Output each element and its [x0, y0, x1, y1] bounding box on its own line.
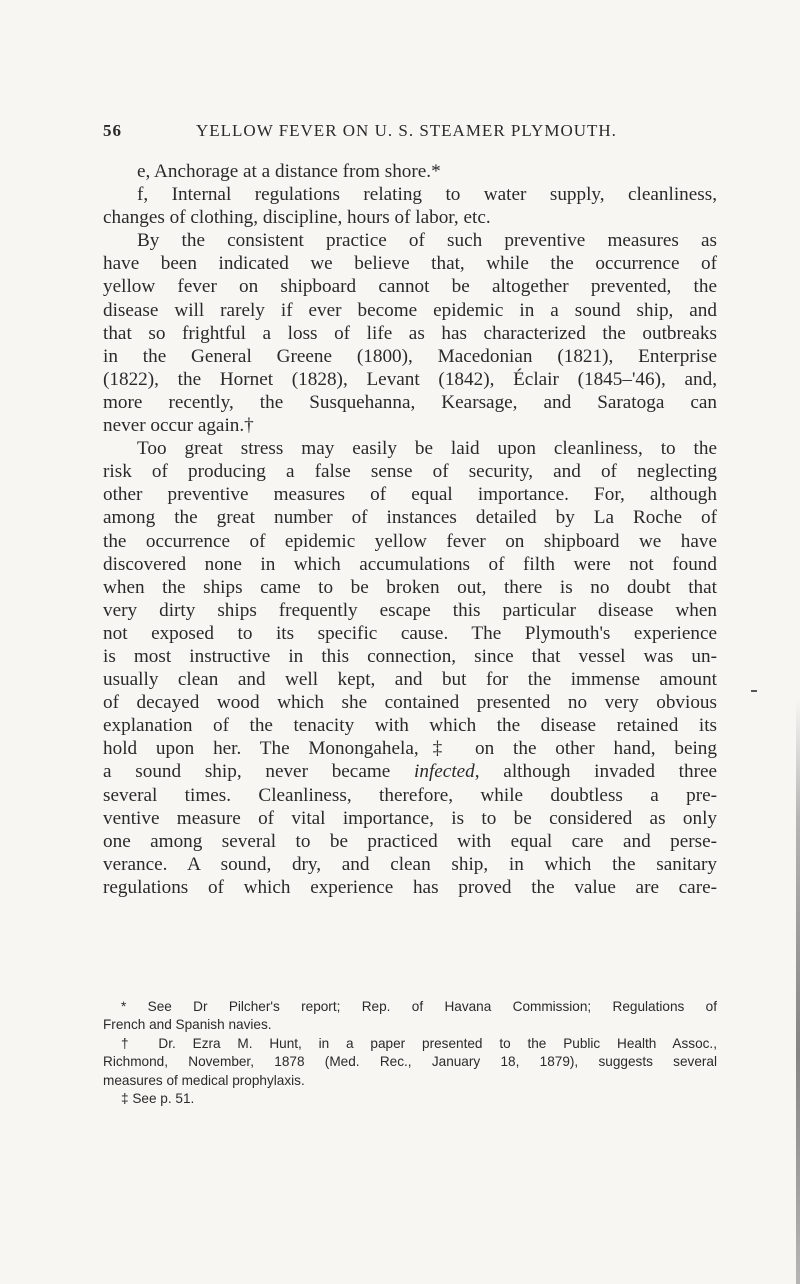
text-line: when the ships came to be broken out, there is no doubt that	[103, 576, 717, 598]
text-line: not exposed to its specific cause. The Plymouth's experience	[103, 622, 717, 644]
footnote-line: Richmond, November, 1878 (Med. Rec., January 18, 1879), suggests several	[103, 1054, 717, 1070]
text-line: is most instructive in this connection, since that vessel was un-	[103, 645, 717, 667]
text-line: f, Internal regulations relating to water supply, cleanliness,	[137, 184, 717, 206]
text-line: very dirty ships frequently escape this particular disease when	[103, 599, 717, 621]
text-line: have been indicated we believe that, while the occurrence of	[103, 253, 717, 275]
text-line: never occur again.†	[103, 415, 254, 437]
text-line	[103, 760, 717, 783]
text-line: in the General Greene (1800), Macedonian (1821), Enterprise	[103, 345, 717, 367]
text-line: other preventive measures of equal importance. For, although	[103, 484, 717, 506]
text-line: several times. Cleanliness, therefore, while doubtless a pre-	[103, 784, 717, 806]
text-segment: a sound ship, never became	[103, 761, 415, 783]
text-segment: , although invaded three	[474, 761, 718, 783]
footnote-line: ‡ See p. 51.	[121, 1090, 195, 1106]
text-line: that so frightful a loss of life as has characterized the outbreaks	[103, 322, 717, 344]
scan-mark	[751, 690, 757, 692]
text-line: By the consistent practice of such preventive measures as	[137, 230, 717, 252]
text-line: among the great number of instances detailed by La Roche of	[103, 507, 717, 529]
italic-word: infected	[414, 761, 475, 783]
text-line: risk of producing a false sense of security, and of neglecting	[103, 461, 717, 483]
text-line: discovered none in which accumulations of filth were not found	[103, 553, 717, 575]
text-line: changes of clothing, discipline, hours of labor, etc.	[103, 207, 491, 229]
text-line: ventive measure of vital importance, is to be considered as only	[103, 807, 717, 829]
text-line: usually clean and well kept, and but for the immense amount	[103, 669, 717, 691]
text-line: one among several to be practiced with equal care and perse-	[103, 830, 717, 852]
text-line: (1822), the Hornet (1828), Levant (1842), Éclair (1845–'46), and,	[103, 368, 717, 390]
scan-edge-shadow	[796, 700, 800, 1284]
running-title: YELLOW FEVER ON U. S. STEAMER PLYMOUTH.	[196, 121, 617, 140]
footnote-line: * See Dr Pilcher's report; Rep. of Havana Commission; Regulations of	[121, 999, 717, 1014]
text-line: yellow fever on shipboard cannot be altogether prevented, the	[103, 276, 717, 298]
text-line: explanation of the tenacity with which the disease retained its	[103, 715, 717, 737]
body-text	[103, 160, 717, 899]
page-header	[103, 121, 717, 151]
text-line: the occurrence of epidemic yellow fever on shipboard we have	[103, 530, 717, 552]
page-number: 56	[103, 121, 122, 140]
footnote-line: measures of medical prophylaxis.	[103, 1072, 305, 1088]
text-line: regulations of which experience has proved the value are care-	[103, 876, 717, 898]
text-line: more recently, the Susquehanna, Kearsage, and Saratoga can	[103, 391, 717, 413]
text-line: e, Anchorage at a distance from shore.*	[137, 161, 441, 182]
text-line: disease will rarely if ever become epidemic in a sound ship, and	[103, 299, 717, 321]
text-line: of decayed wood which she contained presented no very obvious	[103, 692, 717, 714]
footnotes	[103, 998, 717, 1108]
text-line: verance. A sound, dry, and clean ship, in which the sanitary	[103, 853, 717, 875]
text-line: hold upon her. The Monongahela,‡ on the other hand, being	[103, 738, 717, 760]
text-line: Too great stress may easily be laid upon cleanliness, to the	[137, 438, 717, 460]
footnote-line: French and Spanish navies.	[103, 1017, 272, 1033]
footnote-line: † Dr. Ezra M. Hunt, in a paper presented to the Public Health Assoc.,	[121, 1035, 717, 1051]
